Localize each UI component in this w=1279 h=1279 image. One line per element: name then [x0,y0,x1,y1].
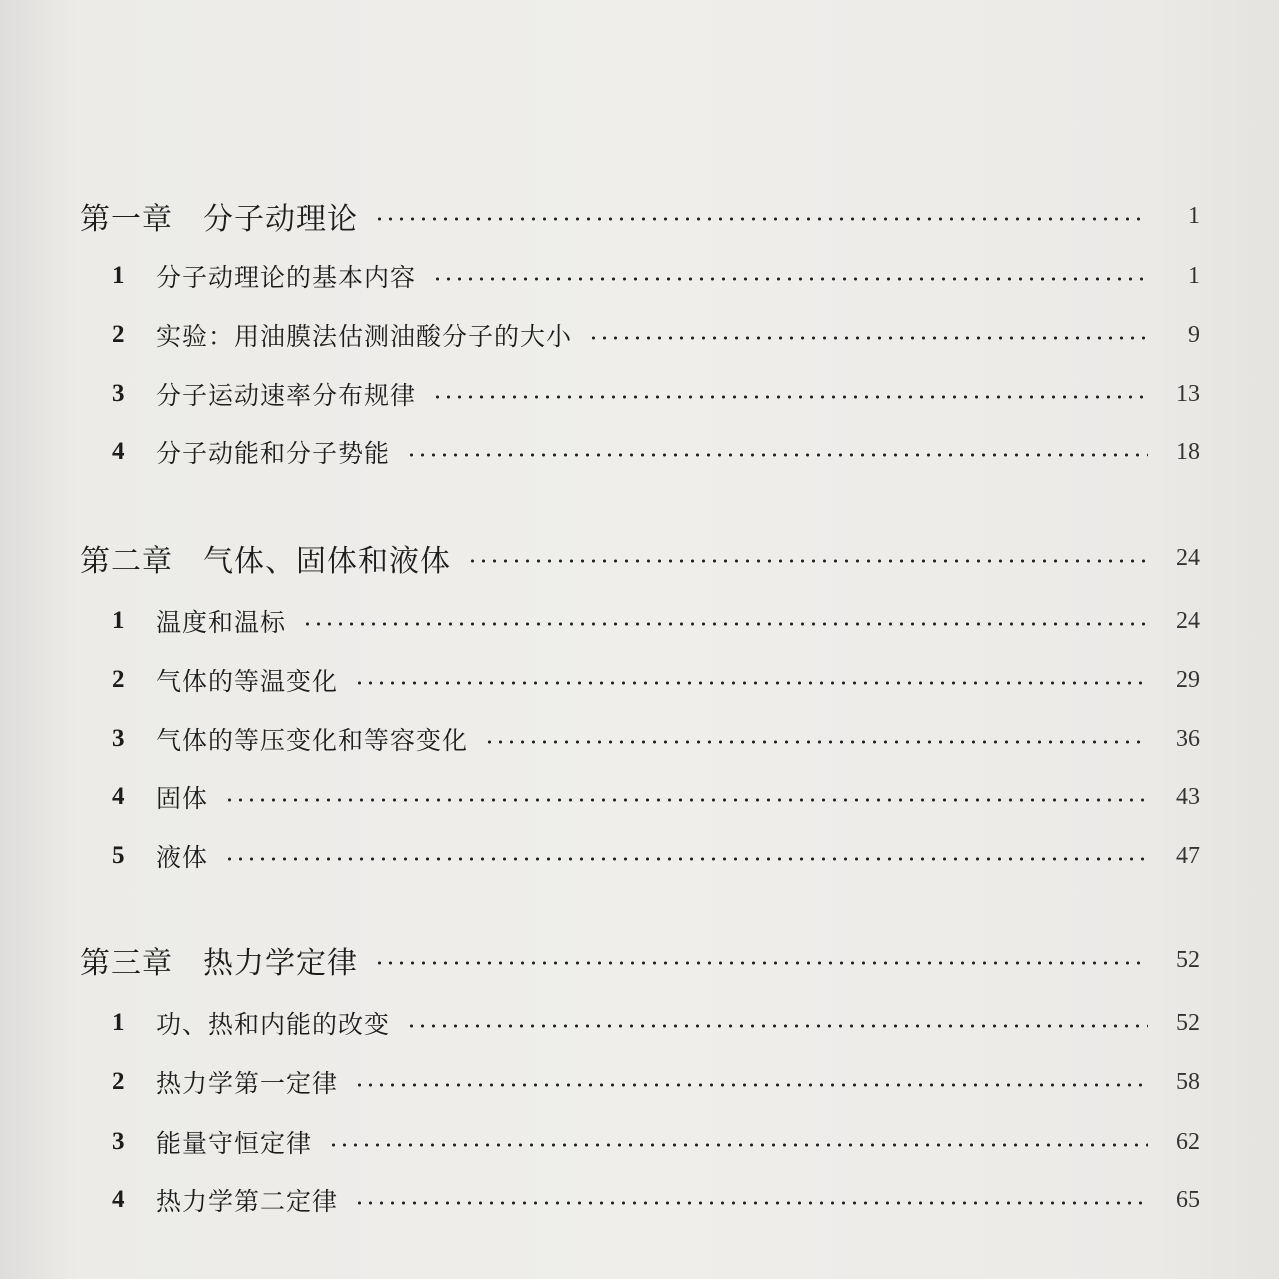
section-number: 1 [112,1009,125,1036]
dot-leader [374,961,1148,965]
section-number: 1 [112,607,125,634]
section-2-1-entry [112,601,1200,641]
section-2-2-entry [112,660,1200,700]
page-number: 58 [1176,1068,1200,1095]
page-number: 24 [1176,544,1200,571]
page-number: 1 [1188,262,1200,289]
dot-leader [484,740,1148,744]
page-number: 43 [1176,783,1200,810]
section-1-2-entry [112,315,1200,355]
section-title: 气体的等压变化和等容变化 [156,726,469,755]
dot-leader [224,798,1148,802]
section-1-4-entry [112,432,1200,472]
chapter-1-entry [80,194,1200,238]
section-number: 4 [112,1186,125,1213]
dot-leader [354,1201,1148,1205]
section-1-3-entry [112,374,1200,414]
section-title: 固体 [156,784,209,813]
page-number: 1 [1188,202,1200,229]
dot-leader [588,336,1148,340]
dot-leader [406,453,1148,457]
dot-leader [432,395,1148,399]
section-title: 热力学第二定律 [156,1187,339,1216]
dot-leader [302,622,1148,626]
section-number: 3 [112,380,125,407]
chapter-title: 分子动理论 [203,202,358,237]
section-title: 分子动能和分子势能 [156,439,391,468]
page-number: 47 [1176,842,1200,869]
section-3-2-entry [112,1062,1200,1102]
chapter-title: 气体、固体和液体 [203,544,451,579]
section-number: 4 [112,438,125,465]
page-number: 24 [1176,607,1200,634]
section-3-1-entry [112,1003,1200,1043]
section-number: 3 [112,1128,125,1155]
section-title: 热力学第一定律 [156,1069,339,1098]
section-number: 2 [112,321,125,348]
page-number: 9 [1188,321,1200,348]
section-title: 分子运动速率分布规律 [156,381,417,410]
section-1-1-entry [112,256,1200,296]
page-number: 52 [1176,1009,1200,1036]
dot-leader [354,1083,1148,1087]
section-number: 3 [112,725,125,752]
section-2-4-entry [112,777,1200,817]
section-title: 液体 [156,843,209,872]
chapter-label: 第三章 [80,946,173,981]
section-title: 功、热和内能的改变 [156,1010,391,1039]
section-title: 分子动理论的基本内容 [156,263,417,292]
page-number: 13 [1176,380,1200,407]
section-2-5-entry [112,836,1200,876]
page-number: 62 [1176,1128,1200,1155]
page-number: 36 [1176,725,1200,752]
section-number: 4 [112,783,125,810]
section-title: 实验：用油膜法估测油酸分子的大小 [156,322,573,351]
chapter-label: 第二章 [80,544,173,579]
dot-leader [467,559,1148,563]
section-title: 气体的等温变化 [156,667,339,696]
dot-leader [432,277,1148,281]
chapter-label: 第一章 [80,202,173,237]
chapter-title: 热力学定律 [203,946,358,981]
section-title: 能量守恒定律 [156,1129,313,1158]
dot-leader [374,217,1148,221]
dot-leader [406,1024,1148,1028]
page-number: 29 [1176,666,1200,693]
page-number: 18 [1176,438,1200,465]
chapter-3-entry [80,938,1200,982]
section-number: 2 [112,1068,125,1095]
section-3-4-entry [112,1180,1200,1220]
section-number: 5 [112,842,125,869]
section-number: 2 [112,666,125,693]
section-title: 温度和温标 [156,608,287,637]
dot-leader [328,1143,1148,1147]
dot-leader [354,681,1148,685]
section-number: 1 [112,262,125,289]
dot-leader [224,857,1148,861]
page-number: 65 [1176,1186,1200,1213]
chapter-2-entry [80,536,1200,580]
page-number: 52 [1176,946,1200,973]
section-2-3-entry [112,719,1200,759]
section-3-3-entry [112,1122,1200,1162]
